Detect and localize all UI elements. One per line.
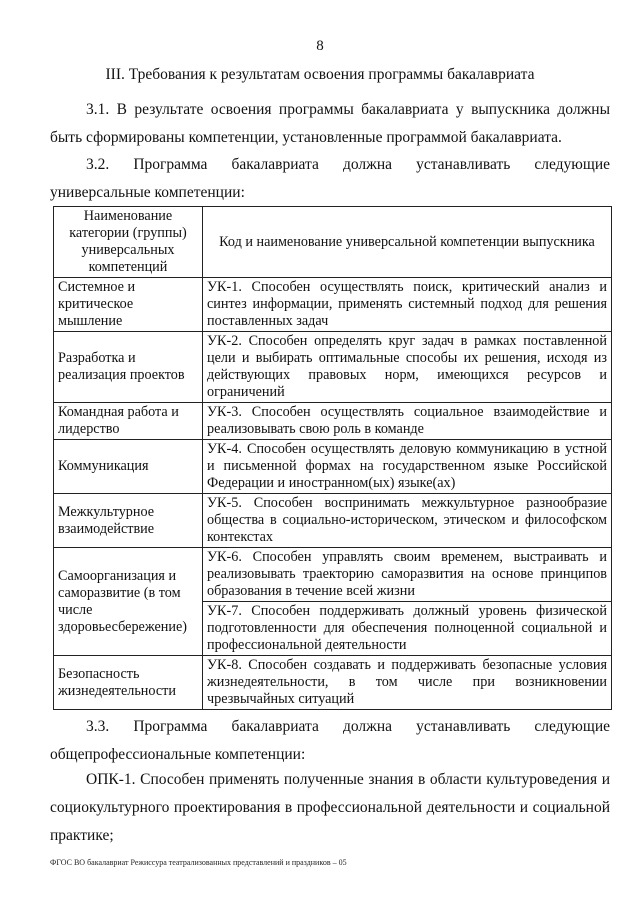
category-cell: Коммуникация xyxy=(54,440,203,494)
category-cell: Разработка и реализация проектов xyxy=(54,332,203,403)
table-row xyxy=(54,278,612,332)
table-row xyxy=(54,494,612,548)
competence-cell: УК-8. Способен создавать и поддерживать безопасные условия жизнедеятельности, в том числе при возникновении чрезвычайных ситуаций xyxy=(203,656,612,710)
universal-competences-table xyxy=(53,206,612,710)
paragraph-3-2: 3.2. Программа бакалавриата должна устанавливать следующие универсальные компетенции: xyxy=(50,156,610,201)
category-cell: Самоорганизация и саморазвитие (в том числе здоровьесбережение) xyxy=(54,548,203,656)
page-footer: ФГОС ВО бакалавриат Режиссура театрализованных представлений и праздников – 05 xyxy=(50,858,347,867)
table-row xyxy=(54,656,612,710)
paragraph-opk-1: ОПК-1. Способен применять полученные знания в области культуроведения и социокультурного проектирования в профессиональной деятельности и социальной практике; xyxy=(50,771,610,844)
table-header-row xyxy=(54,207,612,278)
category-cell: Безопасность жизнедеятельности xyxy=(54,656,203,710)
competence-cell: УК-2. Способен определять круг задач в рамках поставленной цели и выбирать оптимальные способы их решения, исходя из действующих правовых норм, имеющихся ресурсов и ограничений xyxy=(203,332,612,403)
competence-cell: УК-4. Способен осуществлять деловую коммуникацию в устной и письменной формах на государственном языке Российской Федерации и иностранном(ых) языке(ах) xyxy=(203,440,612,494)
category-cell: Системное и критическое мышление xyxy=(54,278,203,332)
competence-cell: УК-7. Способен поддерживать должный уровень физической подготовленности для обеспечения полноценной социальной и профессиональной деятельности xyxy=(203,602,612,656)
page-number: 8 xyxy=(316,38,324,54)
table-row xyxy=(54,440,612,494)
competence-cell: УК-3. Способен осуществлять социальное взаимодействие и реализовывать свою роль в команде xyxy=(203,403,612,440)
competence-cell: УК-1. Способен осуществлять поиск, критический анализ и синтез информации, применять системный подход для решения поставленных задач xyxy=(203,278,612,332)
category-cell: Командная работа и лидерство xyxy=(54,403,203,440)
section-heading: III. Требования к результатам освоения программы бакалавриата xyxy=(105,66,535,83)
paragraph-3-1: 3.1. В результате освоения программы бакалавриата у выпускника должны быть сформированы компетенции, установленные программой бакалавриата. xyxy=(50,101,610,146)
competence-cell: УК-6. Способен управлять своим временем, выстраивать и реализовывать траекторию саморазвития на основе принципов образования в течение всей жизни xyxy=(203,548,612,602)
table-row xyxy=(54,548,612,602)
table-row xyxy=(54,403,612,440)
paragraph-3-3: 3.3. Программа бакалавриата должна устанавливать следующие общепрофессиональные компетенции: xyxy=(50,718,610,763)
category-cell: Межкультурное взаимодействие xyxy=(54,494,203,548)
header-category: Наименование категории (группы) универсальных компетенций xyxy=(54,207,203,278)
table-row xyxy=(54,332,612,403)
header-competence: Код и наименование универсальной компетенции выпускника xyxy=(203,207,612,278)
competence-cell: УК-5. Способен воспринимать межкультурное разнообразие общества в социально-историческом, этическом и философском контекстах xyxy=(203,494,612,548)
